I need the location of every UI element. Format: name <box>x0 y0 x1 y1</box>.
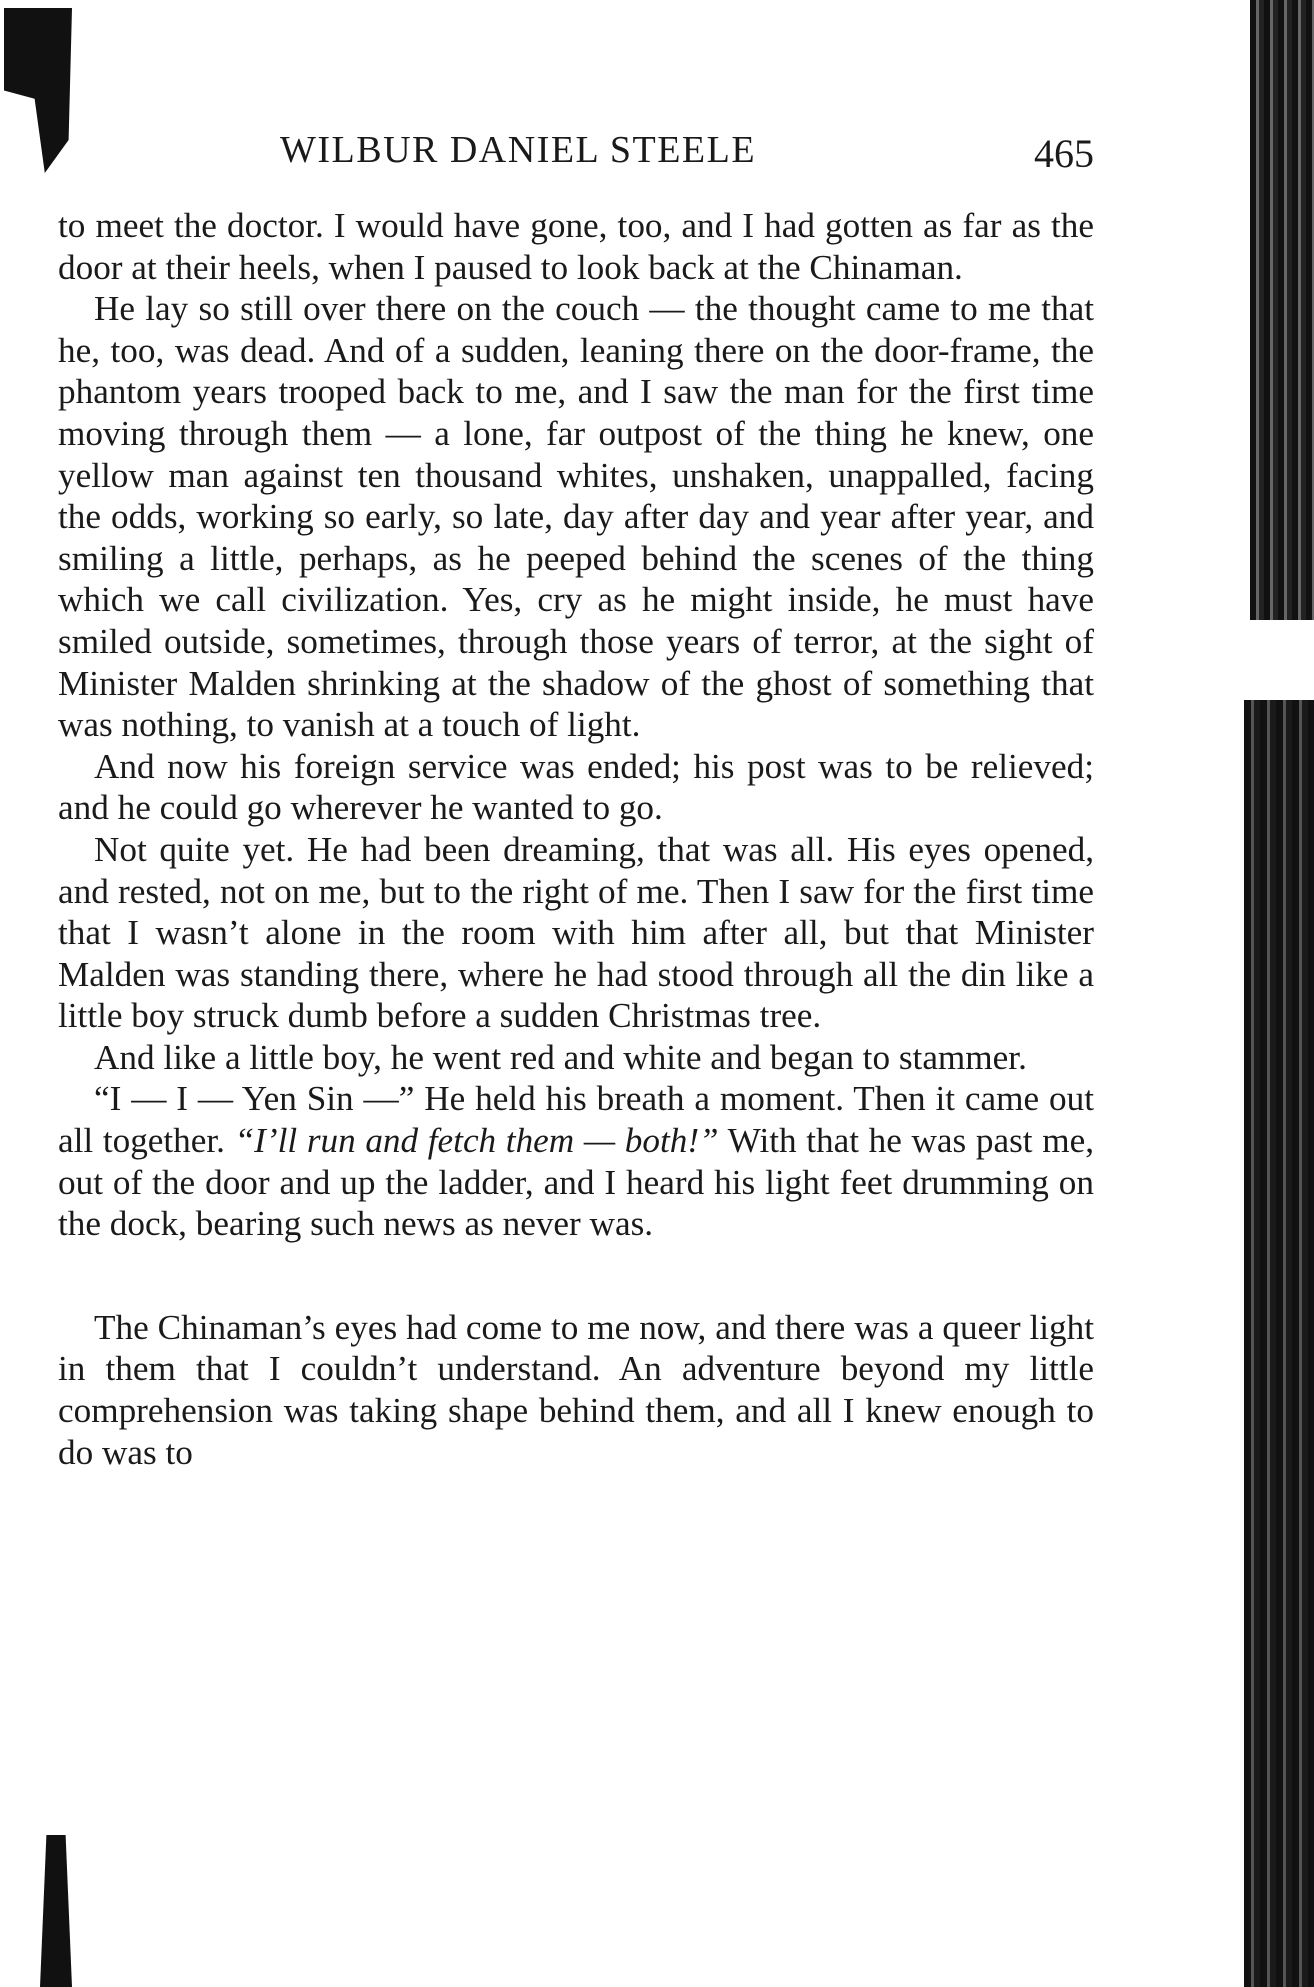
scan-edge-mark <box>40 1835 72 1987</box>
scan-binding-edge <box>1250 0 1314 620</box>
section-break <box>58 1245 1094 1307</box>
scan-binding-edge <box>1244 700 1314 1987</box>
dialogue-text: With that he was past me, out of the door and up the ladder, and I heard his light feet drumming on the dock, bearing such news as never was. <box>58 1121 1095 1244</box>
paragraph: And like a little boy, he went red and white and began to stammer. <box>94 1037 1027 1077</box>
page-number: 465 <box>1034 131 1094 176</box>
scan-edge-mark <box>4 8 72 173</box>
paragraph <box>58 1078 1094 1244</box>
paragraph: to meet the doctor. I would have gone, too, and I had gotten as far as the door at their heels, when I paused to look back at the Chinaman. <box>58 206 1094 287</box>
paragraph: And now his foreign service was ended; his post was to be relieved; and he could go wherever he wanted to go. <box>58 746 1094 828</box>
paragraph: He lay so still over there on the couch — the thought came to me that he, too, was dead. And of a sudden, leaning there on the door-frame, the phantom years trooped back to me, and I saw the man for the first time moving through them — a lone, far outpost of the thing he knew, one yellow man against ten thousand whites, unshaken, unappalled, facing the odds, working so early, so late, day after day and year after year, and smiling a little, perhaps, as he peeped behind the scenes of the thing which we call civilization. Yes, cry as he might inside, he must have smiled outside, sometimes, through those years of terror, at the sight of Minister Malden shrinking at the shadow of the ghost of something that was nothing, to vanish at a touch of light. <box>58 289 1094 745</box>
dialogue-text: “I — I — Yen Sin —” He held his breath a moment. Then it came out all together. <box>58 1079 1094 1161</box>
running-head: WILBUR DANIEL STEELE <box>280 129 757 171</box>
paragraph: The Chinaman’s eyes had come to me now, and there was a queer light in them that I couldn’t understand. An adventure beyond my little comprehension was taking shape behind them, and all I knew enough to do was to <box>58 1307 1094 1472</box>
paragraph: Not quite yet. He had been dreaming, that was all. His eyes opened, and rested, not on me, but to the right of me. Then I saw for the first time that I wasn’t alone in the room with him after all, but that Minister Malden was standing there, where he had stood through all the din like a little boy struck dumb before a sudden Christmas tree. <box>58 829 1094 1036</box>
italic-dialogue: “I’ll run and fetch them — both!” <box>234 1121 719 1161</box>
page-body <box>58 205 1094 1473</box>
